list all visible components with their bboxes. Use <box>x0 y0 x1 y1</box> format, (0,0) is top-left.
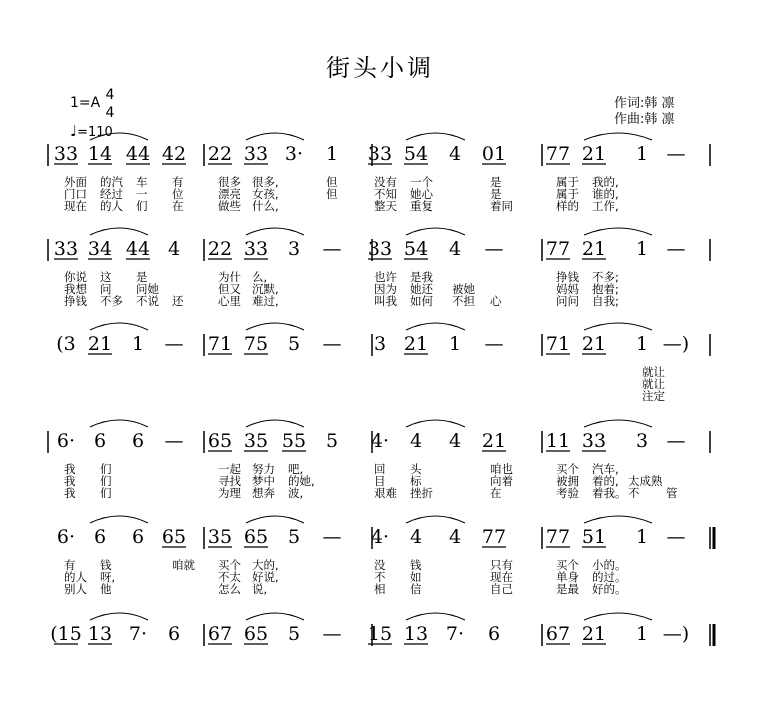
meter-top: 4 <box>105 87 115 103</box>
lyric-word: 问问 <box>556 294 579 308</box>
slur-mark <box>246 516 304 523</box>
note-group: 21 <box>581 623 607 645</box>
note-group: 13 <box>87 623 113 645</box>
lyric-word: 她心 <box>410 187 433 201</box>
lyric-word: 谁的, <box>592 187 619 201</box>
lyric-word: 的她, <box>288 474 315 488</box>
slur-mark <box>406 420 465 427</box>
note-group: 33 <box>367 238 393 260</box>
lyric-word: 们 <box>136 199 148 213</box>
note-group: 1 <box>635 623 649 645</box>
lyric-word: 的人 <box>64 570 87 584</box>
note-group: 21 <box>87 333 113 355</box>
note-group: (15 <box>50 623 82 645</box>
lyric-word: 管 <box>666 486 678 500</box>
lyric-word: 小的。 <box>592 558 627 572</box>
note-group: 65 <box>243 623 269 645</box>
lyric-word: 不太 <box>218 570 241 584</box>
lyric-word: 问 <box>100 282 112 296</box>
lyric-word: 挫折 <box>410 486 433 500</box>
lyric-word: 在 <box>172 199 184 213</box>
lyric-word: 钱 <box>100 558 112 572</box>
lyric-word: 买个 <box>218 558 241 572</box>
lyric-word: 怎么 <box>218 582 241 596</box>
note-group: 21 <box>581 333 607 355</box>
note-group: 4 <box>409 526 423 548</box>
note-group: 3· <box>284 143 304 165</box>
note-group: 75 <box>243 333 269 355</box>
lyric-word: 吧, <box>288 462 304 476</box>
lyric-word: 考验 <box>556 486 579 500</box>
lyric-word: 是 <box>490 187 502 201</box>
lyric-word: 样的 <box>556 199 579 213</box>
note-group: 65 <box>207 430 233 452</box>
note-group: 33 <box>53 238 79 260</box>
note-group: — <box>666 430 686 452</box>
lyric-word: 没有 <box>374 175 397 189</box>
note-group: 21 <box>481 430 507 452</box>
lyric-word: 有 <box>64 558 76 572</box>
note-group: 54 <box>403 143 429 165</box>
slur-mark <box>246 133 304 140</box>
lyric-word: 叫我 <box>374 294 397 308</box>
lyric-word: 回 <box>374 462 386 476</box>
note-group: 77 <box>545 143 571 165</box>
note-group: 44 <box>125 143 151 165</box>
lyric-word: 钱 <box>410 558 422 572</box>
lyric-word: 心 <box>490 294 502 308</box>
lyric-word: 现在 <box>490 570 513 584</box>
note-group: 01 <box>481 143 507 165</box>
lyric-word: 想奔 <box>252 486 275 500</box>
lyric-word: 女孩, <box>252 187 279 201</box>
note-group: — <box>666 143 686 165</box>
note-group: 22 <box>207 143 233 165</box>
note-group: 1 <box>131 333 145 355</box>
slur-mark <box>406 228 465 235</box>
lyric-word: 妈妈 <box>556 282 579 296</box>
slur-mark <box>90 228 148 235</box>
slur-mark <box>90 516 148 523</box>
lyric-word: 被她 <box>452 282 475 296</box>
lyric-word: 外面 <box>64 175 87 189</box>
lyric-word: 为理 <box>218 486 241 500</box>
lyric-word: 汽车, <box>592 462 619 476</box>
note-group: 33 <box>243 143 269 165</box>
lyric-word: 么, <box>252 270 268 284</box>
note-group: — <box>164 430 184 452</box>
note-group: 67 <box>207 623 233 645</box>
lyric-word: 着同 <box>490 199 513 213</box>
lyric-word: 只有 <box>490 558 513 572</box>
slur-mark <box>90 613 148 620</box>
lyric-word: 什么, <box>252 199 279 213</box>
lyric-word: 相 <box>374 582 386 596</box>
note-group: 14 <box>87 143 113 165</box>
lyric-word: 目 <box>374 474 386 488</box>
lyric-word: 现在 <box>64 199 87 213</box>
slur-mark <box>584 516 652 523</box>
note-group: 33 <box>367 143 393 165</box>
lyric-word: 这 <box>100 270 112 284</box>
lyric-word: 是 <box>136 270 148 284</box>
lyric-word: 向着 <box>490 474 513 488</box>
note-group: 77 <box>545 238 571 260</box>
lyric-word: 头 <box>410 462 422 476</box>
lyric-word: 工作, <box>592 199 619 213</box>
slur-mark <box>246 323 304 330</box>
note-group: 51 <box>581 526 607 548</box>
lyric-word: 我 <box>64 474 76 488</box>
lyric-word: 做些 <box>218 199 241 213</box>
note-group: 3 <box>635 430 649 452</box>
note-group: 1 <box>635 333 649 355</box>
note-group: 13 <box>403 623 429 645</box>
lyric-word: 被拥 <box>556 474 579 488</box>
lyric-word: 沉默, <box>252 282 279 296</box>
lyric-word: 好说, <box>252 570 279 584</box>
lyric-word: 位 <box>172 187 184 201</box>
lyric-word: 也许 <box>374 270 397 284</box>
note-group: 34 <box>87 238 113 260</box>
quarter-note-icon: ♩ <box>70 122 78 140</box>
slur-mark <box>406 323 465 330</box>
lyric-word: 属于 <box>556 187 579 201</box>
note-group: — <box>322 623 342 645</box>
slur-mark <box>406 613 465 620</box>
note-group: 4 <box>448 238 462 260</box>
lyric-word: 经过 <box>100 187 123 201</box>
note-group: 1 <box>325 143 339 165</box>
composer-credit: 作曲:韩 凛 <box>614 112 675 127</box>
lyric-word: 为什 <box>218 270 241 284</box>
note-group: (3 <box>56 333 76 355</box>
lyric-word: 不 <box>628 486 640 500</box>
note-group: 33 <box>53 143 79 165</box>
lyric-word: 们 <box>100 474 112 488</box>
lyric-word: 他 <box>100 582 112 596</box>
slur-mark <box>90 323 148 330</box>
note-group: 5 <box>287 526 301 548</box>
note-group: 67 <box>545 623 571 645</box>
lyric-word: 还 <box>172 294 184 308</box>
lyricist-credit: 作词:韩 凛 <box>614 96 675 111</box>
lyric-word: 梦中 <box>252 474 275 488</box>
note-group: 22 <box>207 238 233 260</box>
lyric-word: 努力 <box>252 462 275 476</box>
note-group: 6 <box>131 430 145 452</box>
note-group: — <box>666 238 686 260</box>
lyric-word: 咱就 <box>172 558 195 572</box>
pickup-lyric: 注定 <box>642 389 665 403</box>
lyric-word: 整天 <box>374 199 397 213</box>
note-group: — <box>666 526 686 548</box>
lyric-word: 但 <box>326 175 338 189</box>
note-group: — <box>484 238 504 260</box>
lyric-word: 很多, <box>252 175 279 189</box>
lyric-word: 买个 <box>556 462 579 476</box>
lyric-word: 自己 <box>490 582 513 596</box>
lyric-word: 着我。 <box>592 486 627 500</box>
lyric-word: 我想 <box>64 282 87 296</box>
lyric-word: 别人 <box>64 582 87 596</box>
note-group: 42 <box>161 143 187 165</box>
slur-mark <box>246 228 304 235</box>
lyric-word: 买个 <box>556 558 579 572</box>
note-group: 3 <box>287 238 301 260</box>
note-group: 33 <box>243 238 269 260</box>
note-group: 1 <box>635 238 649 260</box>
lyric-word: 但又 <box>218 282 241 296</box>
note-group: 1 <box>448 333 462 355</box>
note-group: 5 <box>325 430 339 452</box>
lyric-word: 挣钱 <box>556 270 579 284</box>
note-group: 15 <box>367 623 393 645</box>
note-group: — <box>484 333 504 355</box>
slur-mark <box>90 133 148 140</box>
lyric-word: 是最 <box>556 582 579 596</box>
note-group: 6 <box>487 623 501 645</box>
note-group: 33 <box>581 430 607 452</box>
note-group: 4 <box>448 143 462 165</box>
note-group: 4· <box>370 430 390 452</box>
lyric-word: 是我 <box>410 270 433 284</box>
lyric-word: 不知 <box>374 187 397 201</box>
meter-bottom: 4 <box>105 105 115 121</box>
note-group: 3 <box>373 333 387 355</box>
lyric-word: 太成熟 <box>628 474 663 488</box>
note-group: 21 <box>581 143 607 165</box>
note-group: 55 <box>281 430 307 452</box>
lyric-word: 你说 <box>64 270 87 284</box>
pickup-lyric: 就让 <box>642 365 665 379</box>
note-group: 5 <box>287 333 301 355</box>
lyric-word: 因为 <box>374 282 397 296</box>
note-group: 4· <box>370 526 390 548</box>
note-group: 65 <box>161 526 187 548</box>
lyric-word: 很多 <box>218 175 241 189</box>
note-group: 71 <box>545 333 571 355</box>
note-group: 5 <box>287 623 301 645</box>
lyric-word: 自我; <box>592 294 619 308</box>
note-group: 6 <box>131 526 145 548</box>
note-group: —) <box>662 333 690 355</box>
lyric-word: 属于 <box>556 175 579 189</box>
note-group: 77 <box>481 526 507 548</box>
lyric-word: 艰难 <box>374 486 397 500</box>
lyric-word: 如何 <box>410 294 433 308</box>
note-group: 44 <box>125 238 151 260</box>
lyric-word: 重复 <box>410 199 433 213</box>
lyric-word: 不多; <box>592 270 619 284</box>
slur-mark <box>584 228 652 235</box>
lyric-word: 着的, <box>592 474 619 488</box>
lyric-word: 车 <box>136 175 148 189</box>
note-group: 6 <box>167 623 181 645</box>
slur-mark <box>406 133 465 140</box>
note-group: 21 <box>581 238 607 260</box>
note-group: 7· <box>128 623 148 645</box>
key-signature: 1=A <box>70 95 101 111</box>
lyric-word: 呀, <box>100 570 116 584</box>
lyric-word: 没 <box>374 558 386 572</box>
lyric-word: 是 <box>490 175 502 189</box>
note-group: 6· <box>56 526 76 548</box>
lyric-word: 寻找 <box>218 474 241 488</box>
note-group: 1 <box>635 143 649 165</box>
lyric-word: 一个 <box>410 175 433 189</box>
lyric-word: 不多 <box>100 294 123 308</box>
lyric-word: 波, <box>288 486 304 500</box>
lyric-word: 有 <box>172 175 184 189</box>
lyric-word: 如 <box>410 570 422 584</box>
lyric-word: 单身 <box>556 570 579 584</box>
slur-mark <box>584 613 652 620</box>
note-group: 11 <box>545 430 571 452</box>
note-group: —) <box>662 623 690 645</box>
lyric-word: 心里 <box>218 294 241 308</box>
slur-mark <box>584 420 652 427</box>
note-group: 71 <box>207 333 233 355</box>
note-group: 6 <box>93 526 107 548</box>
lyric-word: 的汽 <box>100 175 123 189</box>
lyric-word: 在 <box>490 486 502 500</box>
lyric-word: 她还 <box>410 282 433 296</box>
lyric-word: 的人 <box>100 199 123 213</box>
note-group: 65 <box>243 526 269 548</box>
slur-mark <box>90 420 148 427</box>
lyric-word: 但 <box>326 187 338 201</box>
note-group: 35 <box>207 526 233 548</box>
note-group: 35 <box>243 430 269 452</box>
note-group: 6· <box>56 430 76 452</box>
lyric-word: 的过。 <box>592 570 627 584</box>
lyric-word: 门口 <box>64 187 87 201</box>
lyric-word: 标 <box>410 474 422 488</box>
pickup-lyric: 就让 <box>642 377 665 391</box>
lyric-word: 抱着; <box>592 282 619 296</box>
lyric-word: 好的。 <box>592 582 627 596</box>
note-group: 7· <box>445 623 465 645</box>
note-group: 4 <box>448 430 462 452</box>
note-group: 77 <box>545 526 571 548</box>
note-group: 4 <box>448 526 462 548</box>
lyric-word: 我的, <box>592 175 619 189</box>
note-group: 1 <box>635 526 649 548</box>
note-group: — <box>322 333 342 355</box>
song-title: 街头小调 <box>326 54 434 82</box>
note-group: 6 <box>93 430 107 452</box>
lyric-word: 一起 <box>218 462 241 476</box>
lyric-word: 大的, <box>252 558 279 572</box>
note-group: 54 <box>403 238 429 260</box>
lyric-word: 不担 <box>452 294 475 308</box>
note-group: — <box>322 238 342 260</box>
lyric-word: 不说 <box>136 294 159 308</box>
lyric-word: 我 <box>64 486 76 500</box>
note-group: 4 <box>409 430 423 452</box>
lyric-word: 一 <box>136 187 148 201</box>
lyric-word: 咱也 <box>490 462 513 476</box>
lyric-word: 难过, <box>252 294 279 308</box>
lyric-word: 挣钱 <box>64 294 87 308</box>
lyric-word: 们 <box>100 462 112 476</box>
tempo-value: =110 <box>77 125 113 140</box>
note-group: 4 <box>167 238 181 260</box>
slur-mark <box>584 323 652 330</box>
lyric-word: 说, <box>252 582 268 596</box>
note-group: — <box>164 333 184 355</box>
slur-mark <box>246 613 304 620</box>
note-group: — <box>322 526 342 548</box>
lyric-word: 们 <box>100 486 112 500</box>
slur-mark <box>246 420 304 427</box>
slur-mark <box>406 516 465 523</box>
lyric-word: 不 <box>374 570 386 584</box>
lyric-word: 漂亮 <box>218 187 241 201</box>
lyric-word: 问她 <box>136 282 159 296</box>
slur-mark <box>584 133 652 140</box>
note-group: 21 <box>403 333 429 355</box>
lyric-word: 我 <box>64 462 76 476</box>
lyric-word: 信 <box>410 582 422 596</box>
